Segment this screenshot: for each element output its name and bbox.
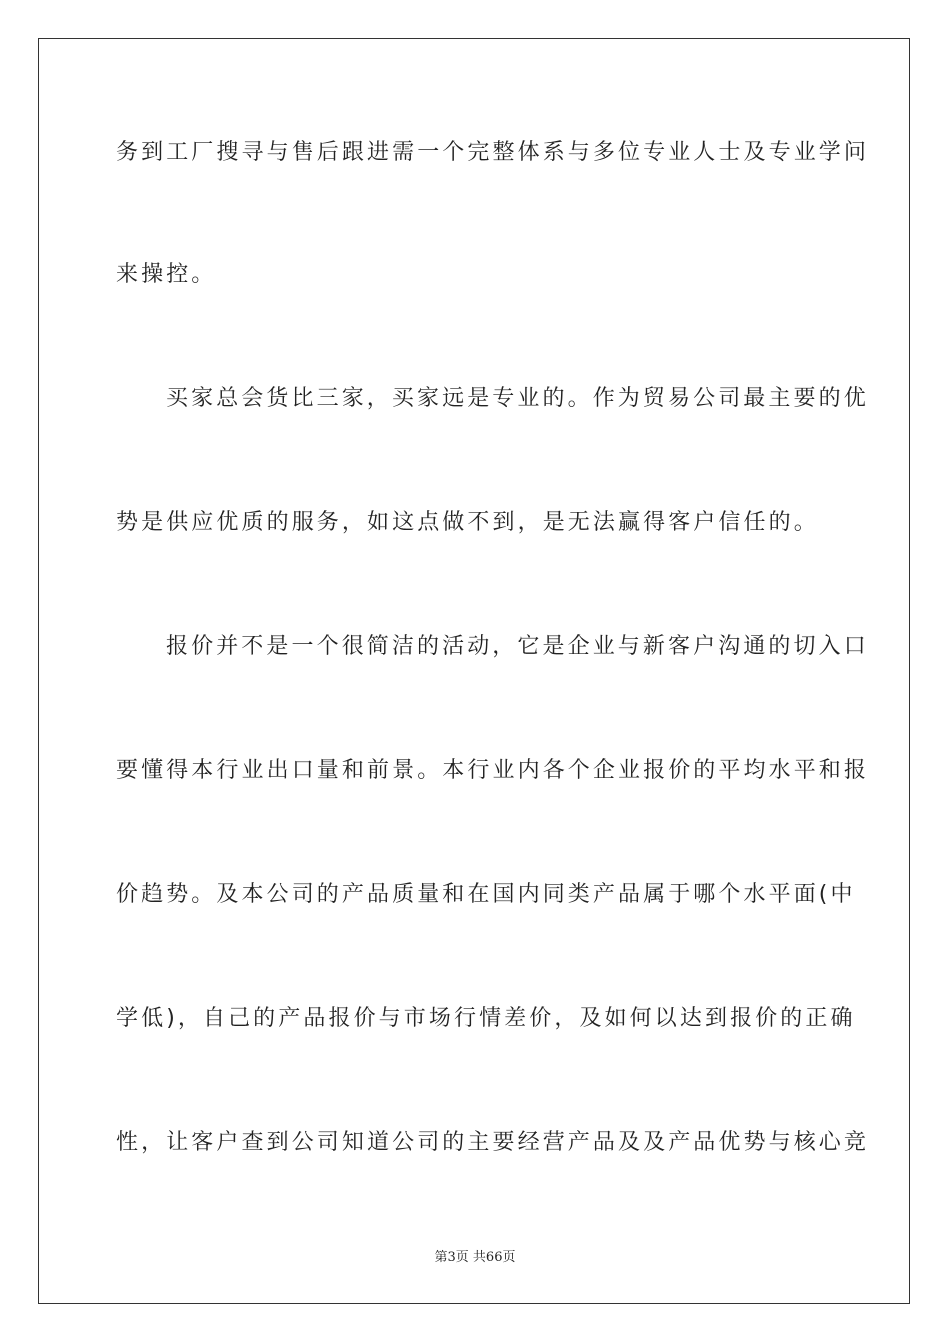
page-border	[38, 38, 910, 1304]
body-line-2: 来操控。	[116, 262, 217, 287]
body-line-6: 要懂得本行业出口量和前景。本行业内各个企业报价的平均水平和报	[116, 758, 870, 783]
body-line-7: 价趋势。及本公司的产品质量和在国内同类产品属于哪个水平面(中	[116, 882, 856, 907]
body-line-8: 学低)，自己的产品报价与市场行情差价，及如何以达到报价的正确	[116, 1006, 856, 1031]
body-line-9: 性，让客户查到公司知道公司的主要经营产品及及产品优势与核心竞	[116, 1130, 870, 1155]
body-line-3: 买家总会货比三家，买家远是专业的。作为贸易公司最主要的优	[166, 386, 869, 411]
body-line-1: 务到工厂搜寻与售后跟进需一个完整体系与多位专业人士及专业学问	[116, 140, 870, 165]
body-line-5: 报价并不是一个很简洁的活动，它是企业与新客户沟通的切入口	[166, 634, 869, 659]
body-line-4: 势是供应优质的服务，如这点做不到，是无法赢得客户信任的。	[116, 510, 819, 535]
page-number-footer: 第3页 共66页	[434, 1250, 516, 1265]
